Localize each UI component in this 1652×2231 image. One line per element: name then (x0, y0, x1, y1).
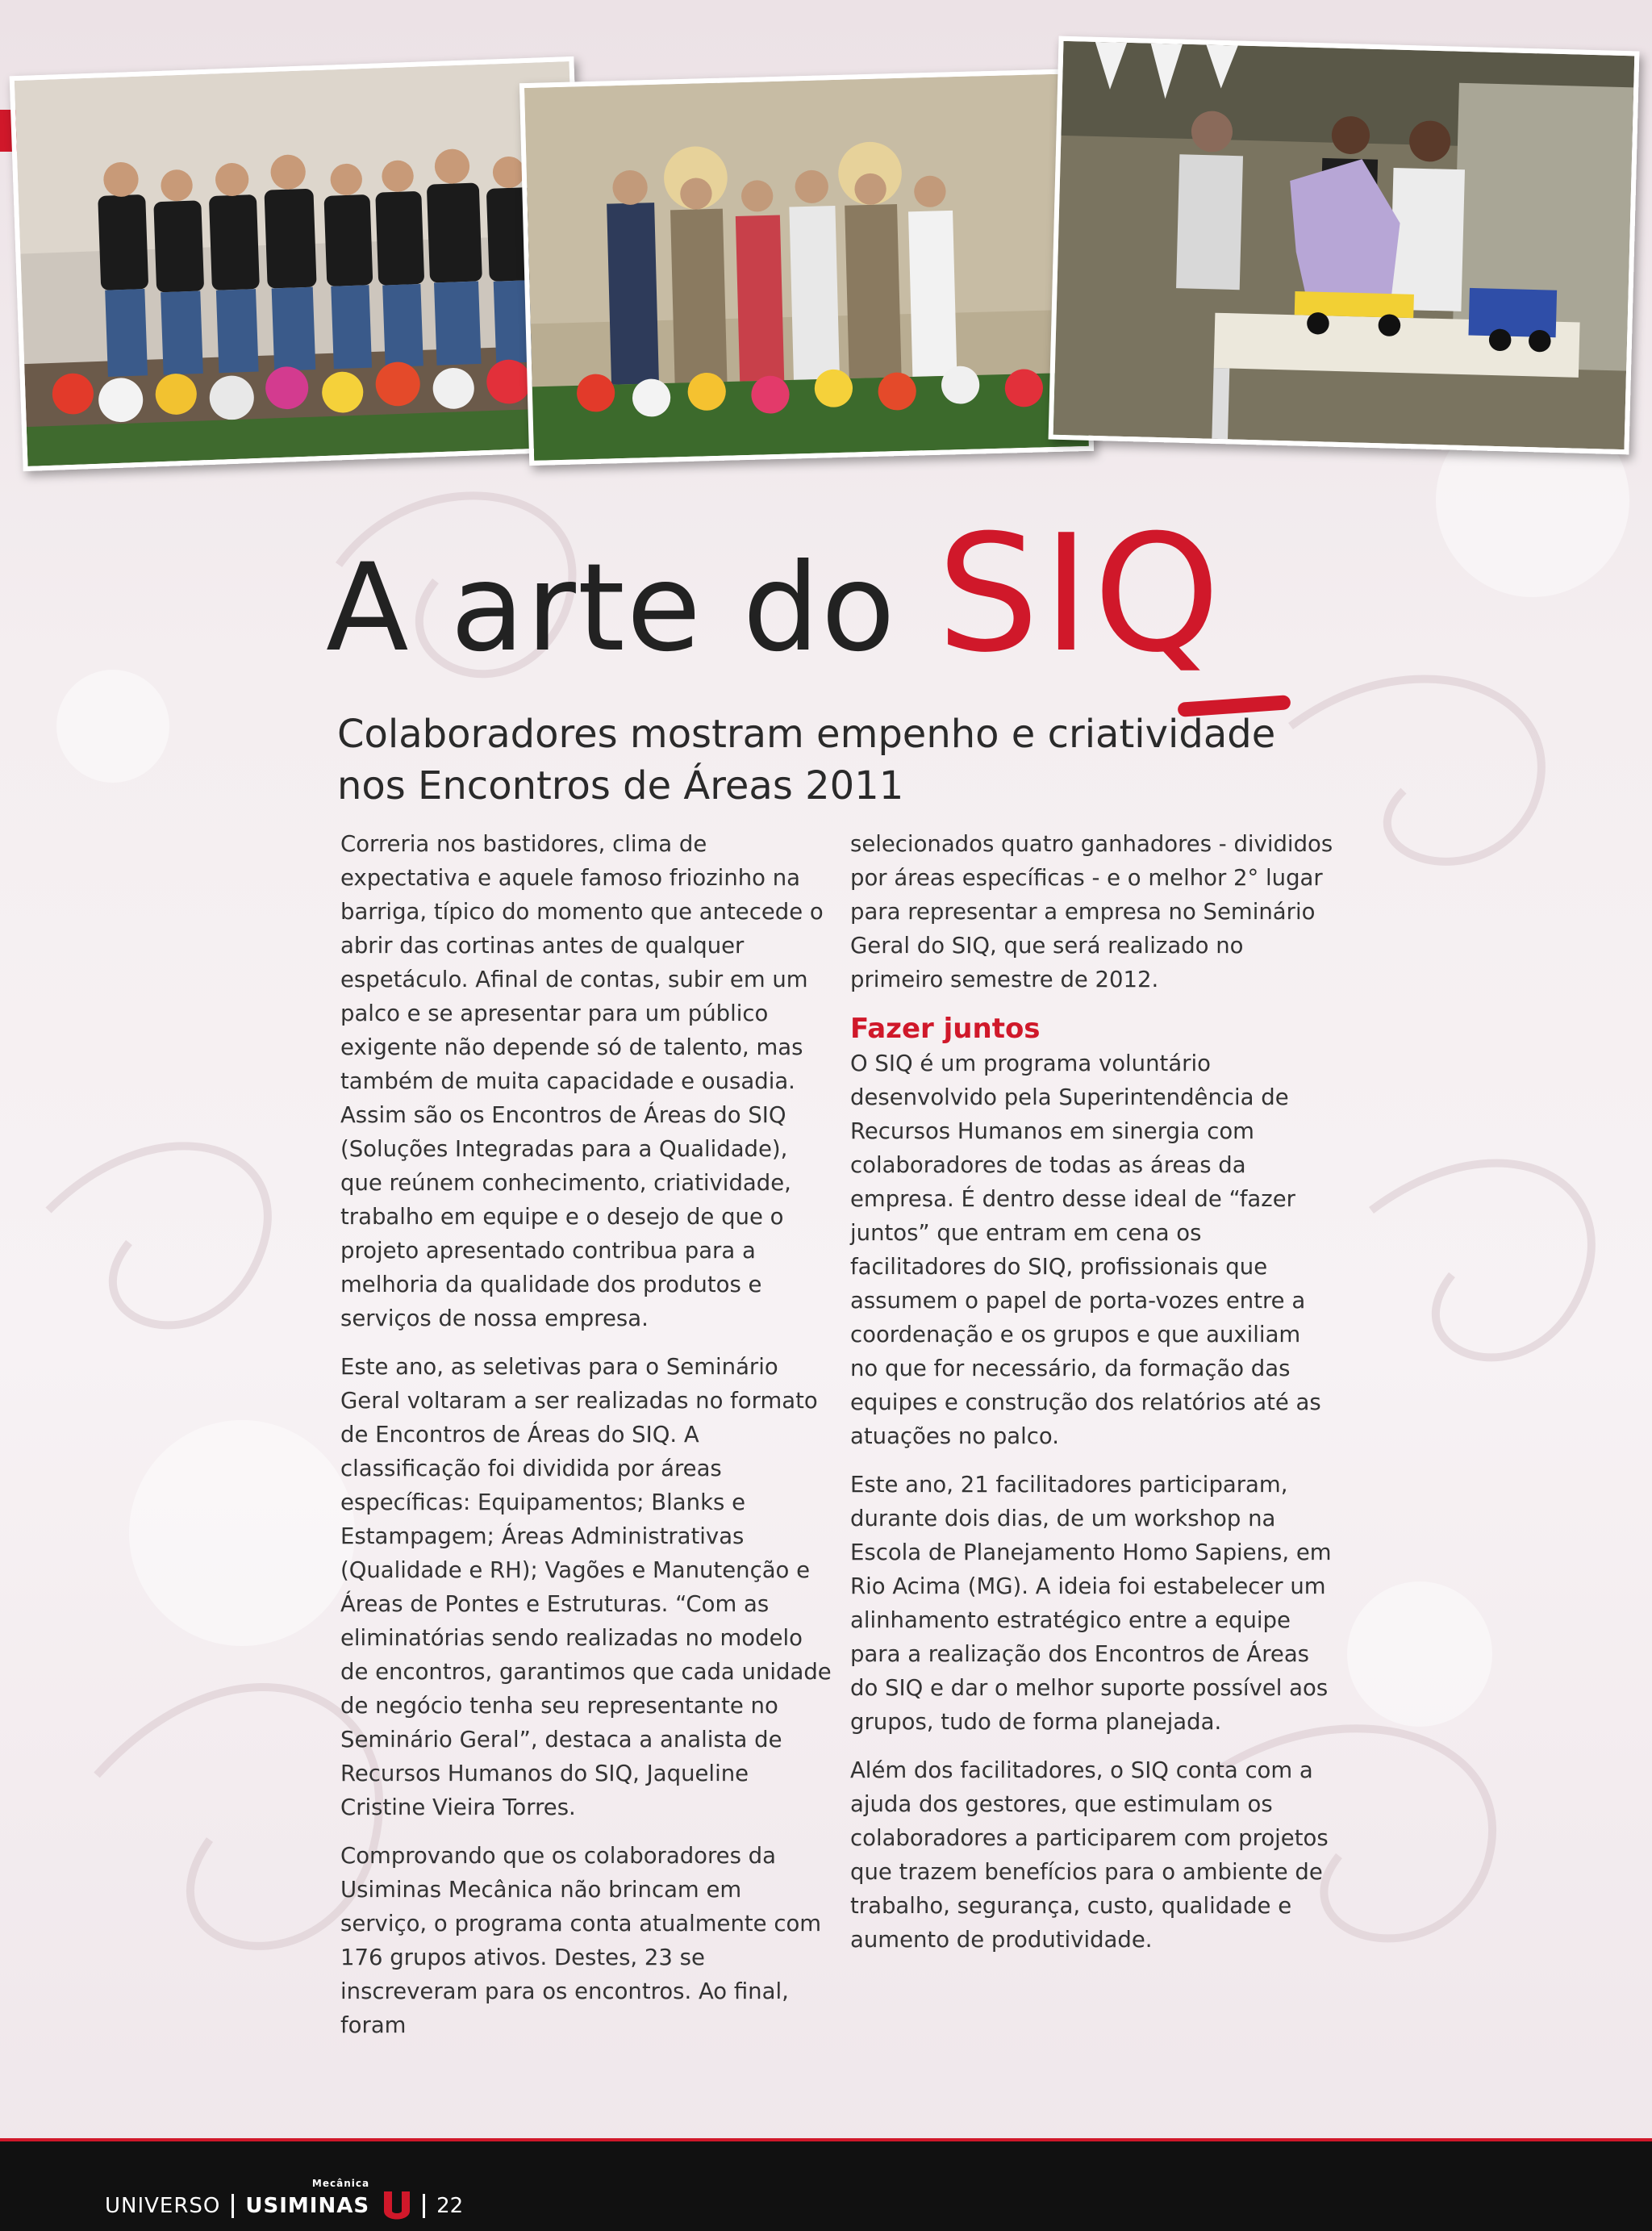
title-accent-siq: SIQ (937, 500, 1224, 688)
photo-presenters-with-model (1049, 36, 1640, 455)
footer-brand-name: USIMINAS (245, 2194, 370, 2218)
body-column-right (850, 827, 1334, 1971)
paragraph-7: Além dos facilitadores, o SIQ conta com a ajuda dos gestores, que estimulam os colaboradores a participarem com projetos que trazem benefícios para o ambiente de trabalho, segurança, custo, qualidade e aumento de produtividade. (850, 1757, 1329, 1953)
photo-team-black-shirts (10, 56, 588, 471)
footer-content (105, 2178, 464, 2222)
paragraph-6: Este ano, 21 facilitadores participaram, durante dois dias, de um workshop na Escola de Planejamento Homo Sapiens, em Rio Acima (MG). A ideia foi estabelecer um alinhamento estratégico entre a equipe para a realização dos Encontros de Áreas do SIQ e dar o melhor suporte possível aos grupos, tudo de forma planejada. (850, 1472, 1332, 1735)
section-heading: Fazer juntos (850, 1013, 1041, 1045)
article-title (326, 500, 1224, 688)
paragraph-1: Correria nos bastidores, clima de expectativa e aquele famoso friozinho na barriga, típico do momento que antecede o abrir das cortinas antes de qualquer espetáculo. Afinal de contas, subir em um palco e se apresentar para um público exigente não depende só de talento, mas também de muita capacidade e ousadia. Assim são os Encontros de Áreas do SIQ (Soluções Integradas para a Qualidade), que reúnem conhecimento, criatividade, trabalho em equipe e o desejo de que o projeto apresentado contribua para a melhoria da qualidade dos produtos e serviços de nossa empresa. (340, 831, 824, 1331)
footer-magazine-name: UNIVERSO (105, 2194, 221, 2218)
paragraph-5: O SIQ é um programa voluntário desenvolvido pela Superintendência de Recursos Humanos em sinergia com colaboradores de todas as áreas da empresa. É dentro desse ideal de “fazer juntos” que entram em cena os facilitadores do SIQ, profissionais que assumem o papel de porta-vozes entre a coordenação e os grupos e que auxiliam no que for necessário, da formação das equipes e construção dos relatórios até as atuações no palco. (850, 1051, 1321, 1449)
paragraph-2: Este ano, as seletivas para o Seminário Geral voltaram a ser realizadas no formato de Encontros de Áreas do SIQ. A classificação foi dividida por áreas específicas: Equipamentos; Blanks e Estampagem; Áreas Administrativas (Qualidade e RH); Vagões e Manutenção e Áreas de Pontes e Estruturas. “Com as eliminatórias sendo realizadas no modelo de encontros, garantimos que cada unidade de negócio tenha seu representante no Seminário Geral”, destaca a analista de Recursos Humanos do SIQ, Jaqueline Cristine Vieira Torres. (340, 1354, 832, 1820)
usiminas-logo-icon (382, 2190, 411, 2222)
footer-separator-2 (423, 2194, 425, 2218)
body-column-left (340, 827, 832, 2057)
footer-separator (232, 2194, 234, 2218)
page-footer (0, 2141, 1652, 2231)
title-main: A arte do (326, 538, 937, 679)
footer-brand-sub: Mecânica (311, 2178, 370, 2189)
paragraph-4: selecionados quatro ganhadores - divididos por áreas específicas - e o melhor 2° lugar para representar a empresa no Seminário Geral do SIQ, que será realizado no primeiro semestre de 2012. (850, 831, 1333, 992)
footer-brand (245, 2178, 370, 2218)
article-subtitle: Colaboradores mostram empenho e criatividade nos Encontros de Áreas 2011 (337, 712, 1276, 808)
paragraph-3: Comprovando que os colaboradores da Usiminas Mecânica não brincam em serviço, o programa conta atualmente com 176 grupos ativos. Destes, 23 se inscreveram para os encontros. Ao final, foram (340, 1843, 822, 2038)
photo-costumed-group (519, 69, 1094, 466)
page-number: 22 (436, 2194, 464, 2218)
